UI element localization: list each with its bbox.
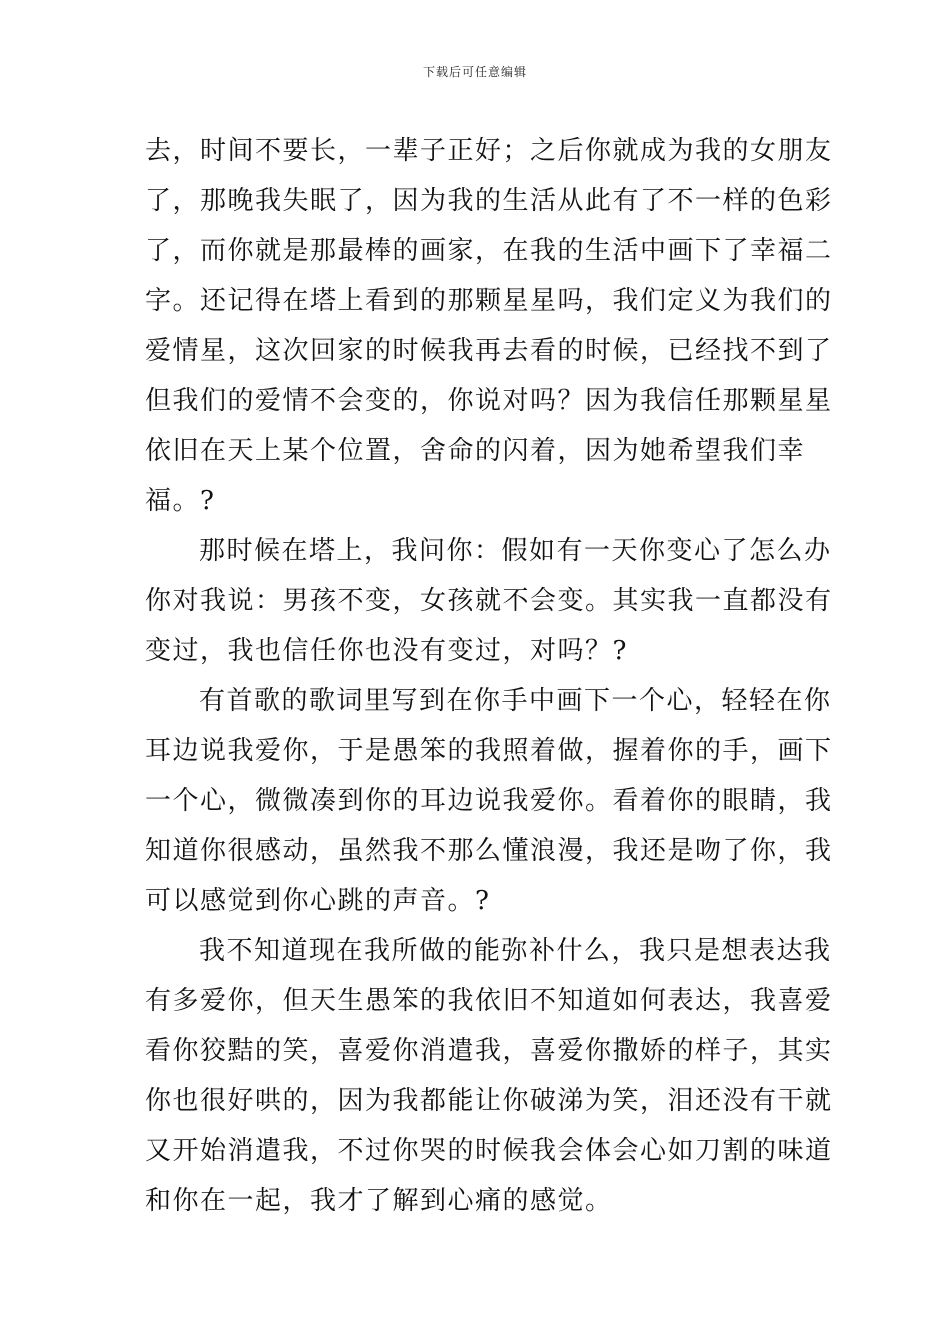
text-line: 但我们的爱情不会变的，你说对吗？因为我信任那颗星星 (145, 386, 833, 416)
text-line: 去，时间不要长，一辈子正好；之后你就成为我的女朋友 (145, 136, 833, 166)
page-header: 下载后可任意编辑 (422, 65, 527, 79)
text-line: 耳边说我爱你，于是愚笨的我照着做，握着你的手，画下 (145, 736, 833, 766)
text-line: 福。? (145, 486, 216, 516)
text-line: 看你狡黠的笑，喜爱你消遣我，喜爱你撒娇的样子，其实 (145, 1036, 833, 1066)
text-line: 有多爱你，但天生愚笨的我依旧不知道如何表达，我喜爱 (145, 986, 833, 1016)
paragraph-4 (145, 926, 833, 1226)
text-line: 了，那晚我失眠了，因为我的生活从此有了不一样的色彩 (145, 186, 833, 216)
text-line: 我不知道现在我所做的能弥补什么，我只是想表达我 (199, 936, 832, 966)
text-line: 爱情星，这次回家的时候我再去看的时候，已经找不到了 (145, 336, 833, 366)
text-line: 和你在一起，我才了解到心痛的感觉。 (145, 1186, 613, 1216)
text-line: 你也很好哄的，因为我都能让你破涕为笑，泪还没有干就 (145, 1086, 833, 1116)
document-body (145, 126, 833, 1226)
text-line: 字。还记得在塔上看到的那颗星星吗，我们定义为我们的 (145, 286, 833, 316)
text-line: 知道你很感动，虽然我不那么懂浪漫，我还是吻了你，我 (145, 836, 833, 866)
text-line: 变过，我也信任你也没有变过，对吗？? (145, 636, 628, 666)
text-line: 你对我说：男孩不变，女孩就不会变。其实我一直都没有 (145, 586, 833, 616)
text-line: 可以感觉到你心跳的声音。? (145, 886, 491, 916)
paragraph-1 (145, 126, 833, 526)
paragraph-2 (145, 526, 833, 676)
text-line: 又开始消遣我，不过你哭的时候我会体会心如刀割的味道 (145, 1136, 833, 1166)
text-line: 一个心，微微凑到你的耳边说我爱你。看着你的眼睛，我 (145, 786, 833, 816)
text-line: 有首歌的歌词里写到在你手中画下一个心，轻轻在你 (199, 686, 832, 716)
text-line: 了，而你就是那最棒的画家，在我的生活中画下了幸福二 (145, 236, 833, 266)
paragraph-3 (145, 676, 833, 926)
text-line: 依旧在天上某个位置，舍命的闪着，因为她希望我们幸 (145, 436, 806, 466)
text-line: 那时候在塔上，我问你：假如有一天你变心了怎么办 (199, 536, 832, 566)
